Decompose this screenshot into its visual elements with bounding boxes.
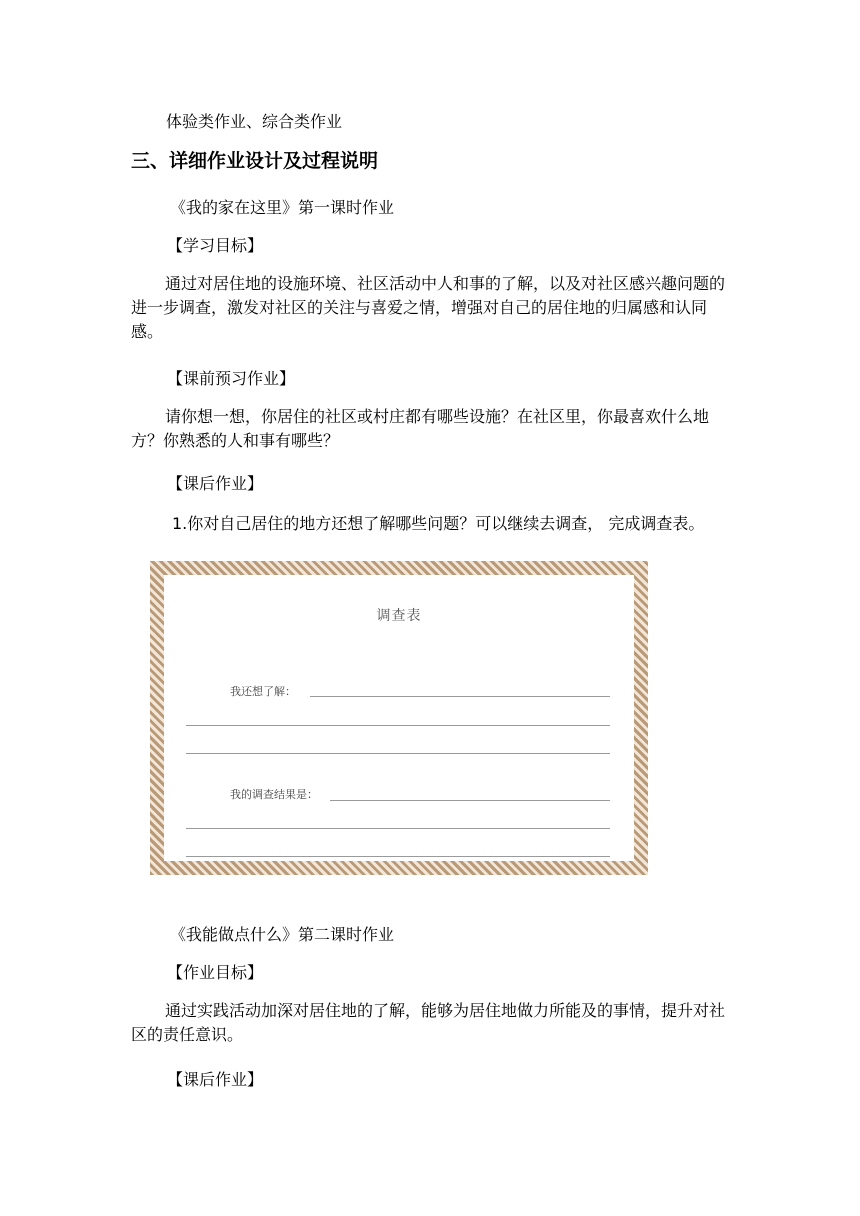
lesson1-preview-text: 请你想一想，你居住的社区或村庄都有哪些设施？在社区里，你最喜欢什么地方？你熟悉的人和事有哪些？: [131, 407, 710, 450]
survey-answer-line: [186, 725, 610, 726]
survey-answer-line: [186, 828, 610, 829]
lesson1-preview-heading: 【课前预习作业】: [167, 369, 296, 388]
lesson2-goal-heading: 【作业目标】: [167, 963, 264, 982]
section-heading: 三、详细作业设计及过程说明: [131, 150, 379, 172]
homework-categories-line: 体验类作业、综合类作业: [166, 112, 343, 131]
survey-answer-line: [186, 856, 610, 857]
lesson2-title: 《我能做点什么》第二课时作业: [170, 925, 395, 944]
lesson2-goal-text: 通过实践活动加深对居住地的了解，能够为居住地做力所能及的事情，提升对社区的责任意识。: [131, 1001, 726, 1044]
lesson1-title: 《我的家在这里》第一课时作业: [170, 198, 395, 217]
survey-form-title: 调查表: [376, 608, 422, 624]
lesson1-goal-heading: 【学习目标】: [167, 236, 264, 255]
survey-answer-line: [310, 696, 610, 697]
survey-result-label: 我的调查结果是：: [230, 788, 318, 801]
lesson1-after-heading: 【课后作业】: [167, 474, 264, 493]
lesson1-goal-text: 通过对居住地的设施环境、社区活动中人和事的了解，以及对社区感兴趣问题的进一步调查，激发对社区的关注与喜爱之情，增强对自己的居住地的归属感和认同感。: [131, 274, 726, 341]
survey-form-image: [150, 561, 648, 875]
lesson1-after-item-1: 1.你对自己居住的地方还想了解哪些问题？可以继续去调查， 完成调查表。: [172, 514, 705, 533]
survey-answer-line: [330, 800, 610, 801]
survey-answer-line: [186, 753, 610, 754]
survey-want-to-know-label: 我还想了解：: [230, 685, 296, 698]
lesson2-after-heading: 【课后作业】: [167, 1070, 264, 1089]
